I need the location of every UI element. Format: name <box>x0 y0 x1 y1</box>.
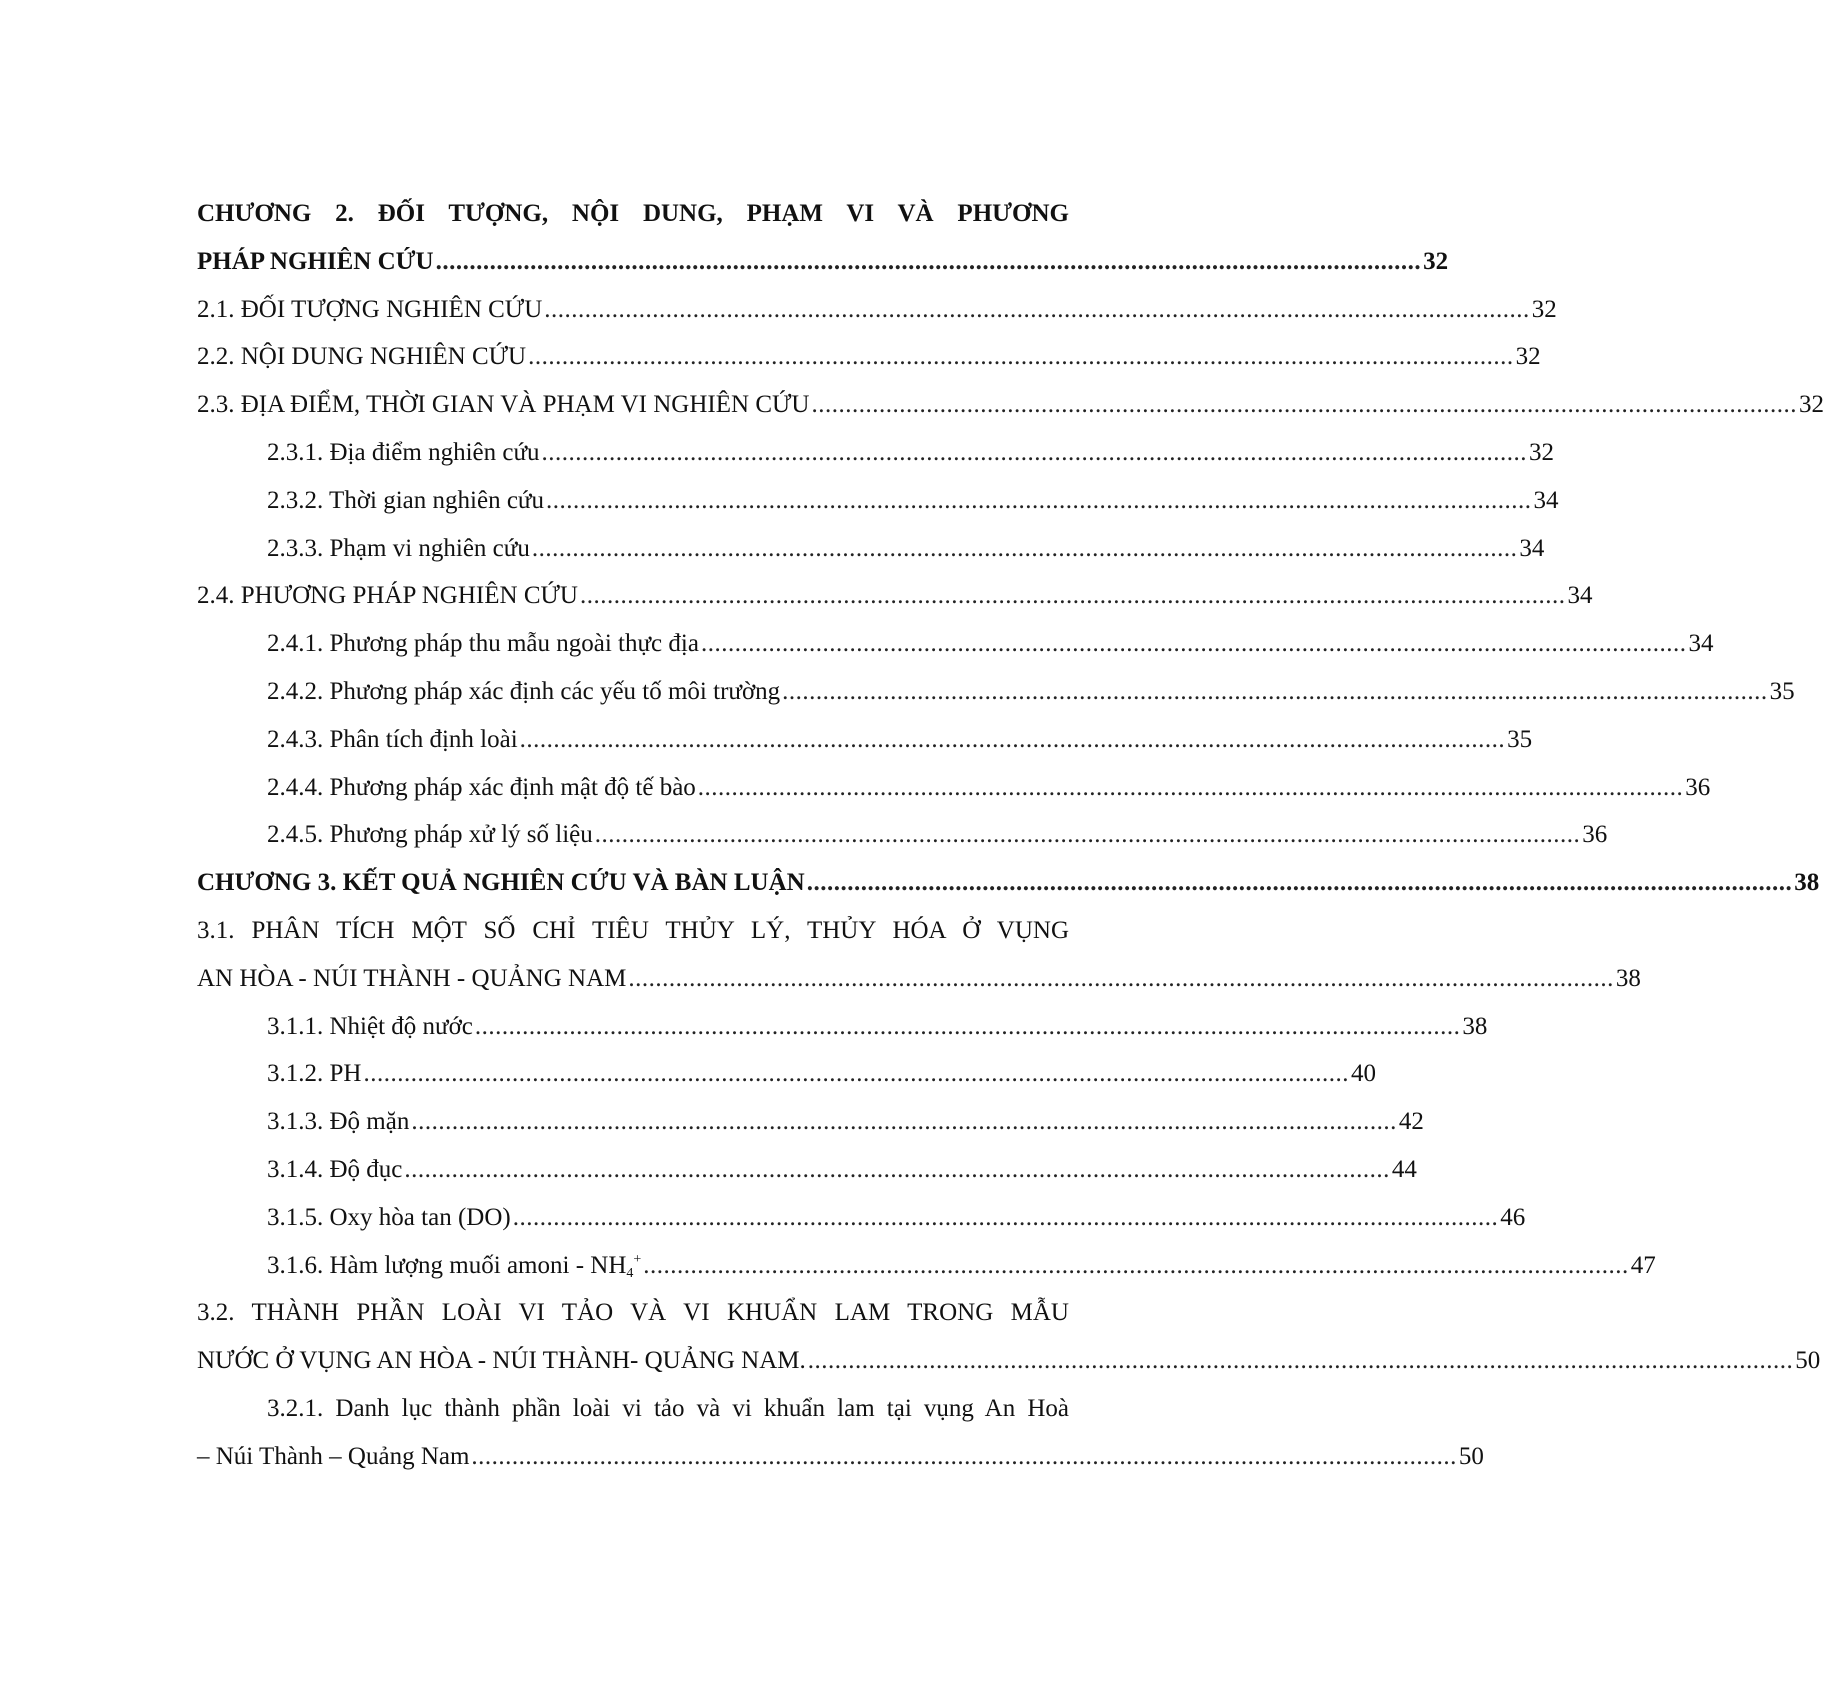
toc-entry-text: 3.2. THÀNH PHẦN LOÀI VI TẢO VÀ VI KHUẨN LAM TRONG MẪU <box>197 1299 1069 1327</box>
page-number: 32 <box>1798 391 1824 419</box>
page-number: 42 <box>1398 1108 1424 1136</box>
toc-entry-text: 2.4.5. Phương pháp xử lý số liệu <box>267 821 593 849</box>
toc-entry-text-main: 3.1.6. Hàm lượng muối amoni - NH <box>267 1251 627 1279</box>
page-number: 38 <box>1794 869 1820 897</box>
dot-leader: .................................................................................................................................................. <box>411 1108 1397 1136</box>
dot-leader: .................................................................................................................................................. <box>782 677 1768 705</box>
page-number: 40 <box>1350 1060 1376 1088</box>
toc-entry-text: 2.3. ĐỊA ĐIỂM, THỜI GIAN VÀ PHẠM VI NGHIÊN CỨU <box>197 391 810 419</box>
toc-entry-3-1-1[interactable] <box>197 1003 1488 1051</box>
toc-entry-text: 2.4. PHƯƠNG PHÁP NGHIÊN CỨU <box>197 582 578 610</box>
toc-entry-text: CHƯƠNG 2. ĐỐI TƯỢNG, NỘI DUNG, PHẠM VI VÀ PHƯƠNG <box>197 200 1069 227</box>
page-number: 38 <box>1462 1012 1488 1040</box>
page-number: 34 <box>1519 534 1545 562</box>
dot-leader: .................................................................................................................................................. <box>700 630 1687 658</box>
toc-entry-2-3-1[interactable] <box>197 429 1555 477</box>
toc-entry-text: PHÁP NGHIÊN CỨU <box>197 247 434 275</box>
toc-entry-text <box>267 1242 641 1290</box>
page-number: 38 <box>1615 964 1641 992</box>
toc-entry-text: AN HÒA - NÚI THÀNH - QUẢNG NAM <box>197 964 627 992</box>
toc-entry-text: 2.2. NỘI DUNG NGHIÊN CỨU <box>197 343 527 371</box>
page-number: 47 <box>1630 1251 1656 1279</box>
toc-entry-text: 3.2.1. Danh lục thành phần loài vi tảo và vi khuẩn lam tại vụng An Hoà <box>267 1394 1069 1422</box>
toc-entry-2-4-4[interactable] <box>197 764 1711 812</box>
toc-entry-2-3[interactable] <box>197 381 1824 429</box>
toc-entry-2-4-2[interactable] <box>197 668 1795 716</box>
toc-entry-3-1-3[interactable] <box>197 1098 1424 1146</box>
dot-leader: .................................................................................................................................................. <box>697 773 1684 801</box>
dot-leader: .................................................................................................................................................. <box>474 1012 1461 1040</box>
page-number: 50 <box>1458 1442 1484 1470</box>
page-number: 36 <box>1685 773 1711 801</box>
toc-entry-chapter-2[interactable] <box>197 190 1449 286</box>
page-number: 34 <box>1567 582 1593 610</box>
toc-entry-2-1[interactable] <box>197 286 1557 334</box>
toc-entry-text: 2.3.3. Phạm vi nghiên cứu <box>267 534 530 562</box>
toc-entry-2-3-2[interactable] <box>197 477 1559 525</box>
toc-entry-text: 2.4.1. Phương pháp thu mẫu ngoài thực địa <box>267 630 699 658</box>
toc-entry-text: CHƯƠNG 3. KẾT QUẢ NGHIÊN CỨU VÀ BÀN LUẬN <box>197 869 805 897</box>
page-number: 34 <box>1688 630 1714 658</box>
toc-entry-2-4-5[interactable] <box>197 811 1608 859</box>
page-number: 35 <box>1507 725 1533 753</box>
toc-entry-text: 3.1.4. Độ đục <box>267 1155 403 1183</box>
toc-entry-text: 2.1. ĐỐI TƯỢNG NGHIÊN CỨU <box>197 295 543 323</box>
subscript: 4 <box>626 1265 634 1281</box>
toc-entry-2-4[interactable] <box>197 572 1593 620</box>
toc-entry-text: 2.4.4. Phương pháp xác định mật độ tế bào <box>267 773 696 801</box>
page-number: 32 <box>1423 247 1449 275</box>
dot-leader: .................................................................................................................................................. <box>643 1251 1629 1279</box>
toc-entry-text: – Núi Thành – Quảng Nam <box>197 1442 470 1470</box>
page-number: 34 <box>1533 486 1559 514</box>
dot-leader: .................................................................................................................................................. <box>519 725 1506 753</box>
toc-entry-text: 3.1.3. Độ mặn <box>267 1108 410 1136</box>
page-number: 36 <box>1582 821 1608 849</box>
dot-leader: .................................................................................................................................................. <box>544 295 1530 323</box>
toc-entry-3-2[interactable] <box>197 1289 1821 1385</box>
page-number: 35 <box>1769 677 1795 705</box>
dot-leader: .................................................................................................................................................. <box>811 391 1797 419</box>
dot-leader: .................................................................................................................................................. <box>545 486 1532 514</box>
toc-entry-2-3-3[interactable] <box>197 525 1545 573</box>
dot-leader: .................................................................................................................................................. <box>594 821 1581 849</box>
toc-entry-text: 2.4.2. Phương pháp xác định các yếu tố môi trường <box>267 677 781 705</box>
page-number: 44 <box>1391 1155 1417 1183</box>
toc-entry-2-2[interactable] <box>197 333 1541 381</box>
toc-entry-text: 3.1.1. Nhiệt độ nước <box>267 1012 473 1040</box>
page-number: 32 <box>1515 343 1541 371</box>
toc-entry-3-1-6[interactable] <box>197 1242 1656 1290</box>
superscript: + <box>633 1251 642 1267</box>
toc-entry-2-4-1[interactable] <box>197 620 1714 668</box>
page-number: 50 <box>1795 1347 1821 1375</box>
dot-leader: .................................................................................................................................................. <box>628 964 1614 992</box>
toc-entry-3-2-1[interactable] <box>197 1385 1484 1481</box>
dot-leader: .................................................................................................................................................. <box>807 1347 1794 1375</box>
toc-entry-3-1-4[interactable] <box>197 1146 1417 1194</box>
toc-entry-text: 2.4.3. Phân tích định loài <box>267 725 518 753</box>
toc-entry-text: 3.1. PHÂN TÍCH MỘT SỐ CHỈ TIÊU THỦY LÝ, THỦY HÓA Ở VỤNG <box>197 916 1069 944</box>
dot-leader: .................................................................................................................................................. <box>528 343 1514 371</box>
toc-entry-3-1[interactable] <box>197 907 1641 1003</box>
page-number: 32 <box>1529 438 1555 466</box>
toc-entry-3-1-5[interactable] <box>197 1194 1526 1242</box>
page-number: 46 <box>1500 1203 1526 1231</box>
dot-leader: .................................................................................................................................................. <box>404 1155 1390 1183</box>
dot-leader: .................................................................................................................................................. <box>531 534 1518 562</box>
dot-leader: .................................................................................................................................................. <box>806 869 1793 897</box>
dot-leader: .................................................................................................................................................. <box>471 1442 1457 1470</box>
dot-leader: .................................................................................................................................................. <box>541 438 1528 466</box>
dot-leader: .................................................................................................................................................. <box>512 1203 1499 1231</box>
page-number: 32 <box>1531 295 1557 323</box>
toc-entry-text: 3.1.5. Oxy hòa tan (DO) <box>267 1203 511 1231</box>
toc-entry-chapter-3[interactable] <box>197 859 1820 907</box>
toc-entry-text: 3.1.2. PH <box>267 1060 362 1088</box>
dot-leader: .................................................................................................................................................. <box>579 582 1566 610</box>
dot-leader: .................................................................................................................................................. <box>363 1060 1349 1088</box>
toc-entry-2-4-3[interactable] <box>197 716 1533 764</box>
toc-entry-text: NƯỚC Ở VỤNG AN HÒA - NÚI THÀNH- QUẢNG NAM. <box>197 1347 806 1375</box>
toc-entry-text: 2.3.2. Thời gian nghiên cứu <box>267 486 544 514</box>
dot-leader: .................................................................................................................................................. <box>435 247 1422 275</box>
table-of-contents <box>197 190 1824 1481</box>
toc-entry-3-1-2[interactable] <box>197 1050 1376 1098</box>
toc-entry-text: 2.3.1. Địa điểm nghiên cứu <box>267 438 540 466</box>
